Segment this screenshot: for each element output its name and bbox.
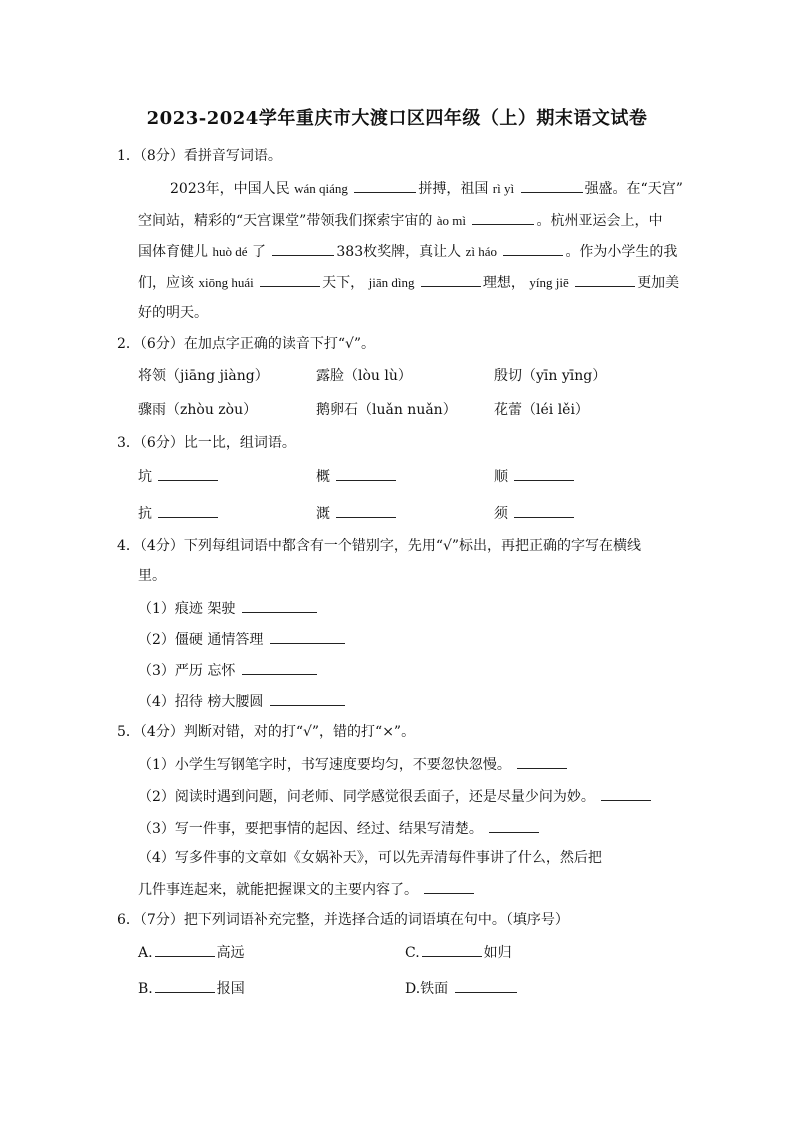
answer-blank[interactable] — [158, 503, 218, 518]
q3-char: 坑 — [138, 469, 152, 485]
q1-text: 天下， — [322, 275, 365, 291]
answer-blank[interactable] — [424, 879, 474, 894]
answer-blank[interactable] — [514, 503, 574, 518]
option-label: A. — [138, 945, 153, 961]
q3-item — [316, 466, 398, 487]
q1-line-5: 好的明天。 — [138, 305, 208, 321]
q5-item-cont — [138, 879, 476, 900]
q4-item-text: （2）僵硬 通情答理 — [138, 632, 264, 648]
q4-item — [138, 691, 347, 712]
answer-blank[interactable] — [272, 241, 334, 256]
answer-blank[interactable] — [601, 786, 651, 801]
q5-item: （4）写多件事的文章如《女娲补天》，可以先弄清每件事讲了什么，然后把 — [138, 850, 602, 866]
answer-blank[interactable] — [270, 691, 345, 706]
q1-text: 国体育健儿 — [138, 244, 208, 260]
q1-text: 。杭州亚运会上，中 — [536, 213, 663, 229]
pinyin-huode: huò dé — [212, 244, 248, 259]
option-label: D.铁面 — [405, 981, 449, 997]
answer-blank[interactable] — [354, 178, 416, 193]
q3-char: 顺 — [494, 469, 508, 485]
q1-line-4 — [138, 272, 679, 293]
q3-char: 须 — [494, 506, 508, 522]
answer-blank[interactable] — [158, 466, 218, 481]
answer-blank[interactable] — [503, 241, 563, 256]
q2-heading: 2．（6分）在加点字正确的读音下打“√”。 — [117, 336, 376, 352]
q4-item-text: （1）痕迹 架驶 — [138, 601, 236, 617]
option-word: 如归 — [483, 945, 512, 961]
q6-option-d — [405, 978, 519, 999]
q4-item-text: （4）招待 榜大腰圆 — [138, 694, 264, 710]
pinyin-yingjie: yíng jiē — [529, 275, 569, 290]
q3-item — [316, 503, 398, 524]
q5-item — [138, 754, 569, 775]
q5-item-text: （2）阅读时遇到问题，问老师、同学感觉很丢面子，还是尽量少问为妙。 — [138, 789, 595, 805]
q1-text: 383枚奖牌，真让人 — [336, 244, 462, 260]
q3-item — [494, 503, 576, 524]
answer-blank[interactable] — [260, 272, 320, 287]
pinyin-aomi: ào mì — [436, 213, 467, 228]
option-label: C. — [405, 945, 420, 961]
q1-line-2 — [138, 210, 662, 231]
q4-item — [138, 660, 319, 681]
q3-item — [138, 503, 220, 524]
answer-blank[interactable] — [421, 272, 481, 287]
q5-item — [138, 786, 653, 807]
answer-blank[interactable] — [336, 466, 396, 481]
q3-char: 抗 — [138, 506, 152, 522]
answer-blank[interactable] — [242, 598, 317, 613]
q4-item — [138, 598, 319, 619]
q3-item — [494, 466, 576, 487]
q1-text: 2023年，中国人民 — [170, 181, 290, 197]
q6-option-b — [138, 978, 245, 999]
q2-item: 将领（jiāng jiàng） — [138, 368, 269, 384]
q1-text: 了 — [251, 244, 266, 260]
q1-text: 强盛。在“天宫” — [584, 181, 683, 197]
option-label: B. — [138, 981, 153, 997]
answer-blank[interactable] — [155, 942, 215, 957]
answer-blank[interactable] — [575, 272, 635, 287]
q5-item-text: （1）小学生写钢笔字时，书写速度要均匀，不要忽快忽慢。 — [138, 757, 511, 773]
q1-text: 拼搏，祖国 — [418, 181, 489, 197]
q2-item: 鹅卵石（luǎn nuǎn） — [316, 402, 457, 418]
q1-text: 们，应该 — [138, 275, 194, 291]
answer-blank[interactable] — [521, 178, 583, 193]
option-word: 高远 — [216, 945, 245, 961]
q4-heading: 4．（4分）下列每组词语中都含有一个错别字，先用“√”标出，再把正确的字写在横线 — [117, 538, 642, 554]
q1-text: 更加美 — [637, 275, 680, 291]
answer-blank[interactable] — [242, 660, 317, 675]
pinyin-zihao: zì háo — [465, 244, 497, 259]
q2-item: 花蕾（léi lěi） — [494, 402, 589, 418]
option-word: 报国 — [216, 981, 245, 997]
q6-heading: 6．（7分）把下列词语补充完整，并选择合适的词语填在句中。（填序号） — [117, 912, 569, 928]
answer-blank[interactable] — [155, 978, 215, 993]
q2-item: 骤雨（zhòu zòu） — [138, 402, 258, 418]
q3-char: 概 — [316, 469, 330, 485]
q1-heading: 1．（8分）看拼音写词语。 — [117, 148, 282, 164]
q1-text: 空间站，精彩的“天宫课堂”带领我们探索宇宙的 — [138, 213, 433, 229]
q5-heading: 5．（4分）判断对错，对的打“√”，错的打“×”。 — [117, 724, 416, 740]
answer-blank[interactable] — [514, 466, 574, 481]
answer-blank[interactable] — [517, 754, 567, 769]
q2-item: 殷切（yīn yīng） — [494, 368, 607, 384]
q5-item-text: 几件事连起来，就能把握课文的主要内容了。 — [138, 882, 418, 898]
answer-blank[interactable] — [336, 503, 396, 518]
q6-option-c — [405, 942, 512, 963]
pinyin-riyi: rì yì — [492, 181, 515, 196]
exam-title: 2023-2024学年重庆市大渡口区四年级（上）期末语文试卷 — [146, 108, 648, 129]
answer-blank[interactable] — [455, 978, 517, 993]
q5-item-text: （3）写一件事，要把事情的起因、经过、结果写清楚。 — [138, 821, 483, 837]
pinyin-jianding: jiān dìng — [368, 275, 415, 290]
q2-item: 露脸（lòu lù） — [316, 368, 412, 384]
answer-blank[interactable] — [422, 942, 482, 957]
pinyin-xionghuai: xiōng huái — [198, 275, 254, 290]
q4-item-text: （3）严历 忘怀 — [138, 663, 236, 679]
q1-text: 理想， — [482, 275, 525, 291]
q4-heading-cont: 里。 — [138, 568, 166, 584]
pinyin-wanqiang: wán qiáng — [294, 181, 348, 196]
q3-item — [138, 466, 220, 487]
answer-blank[interactable] — [489, 818, 539, 833]
q3-heading: 3．（6分）比一比，组词语。 — [117, 435, 296, 451]
q1-text: 。作为小学生的我 — [565, 244, 678, 260]
q5-item — [138, 818, 541, 839]
q4-item — [138, 629, 347, 650]
q1-line-1 — [170, 178, 683, 199]
answer-blank[interactable] — [472, 210, 534, 225]
q3-char: 溉 — [316, 506, 330, 522]
answer-blank[interactable] — [270, 629, 345, 644]
q6-option-a — [138, 942, 245, 963]
q1-line-3 — [138, 241, 677, 262]
